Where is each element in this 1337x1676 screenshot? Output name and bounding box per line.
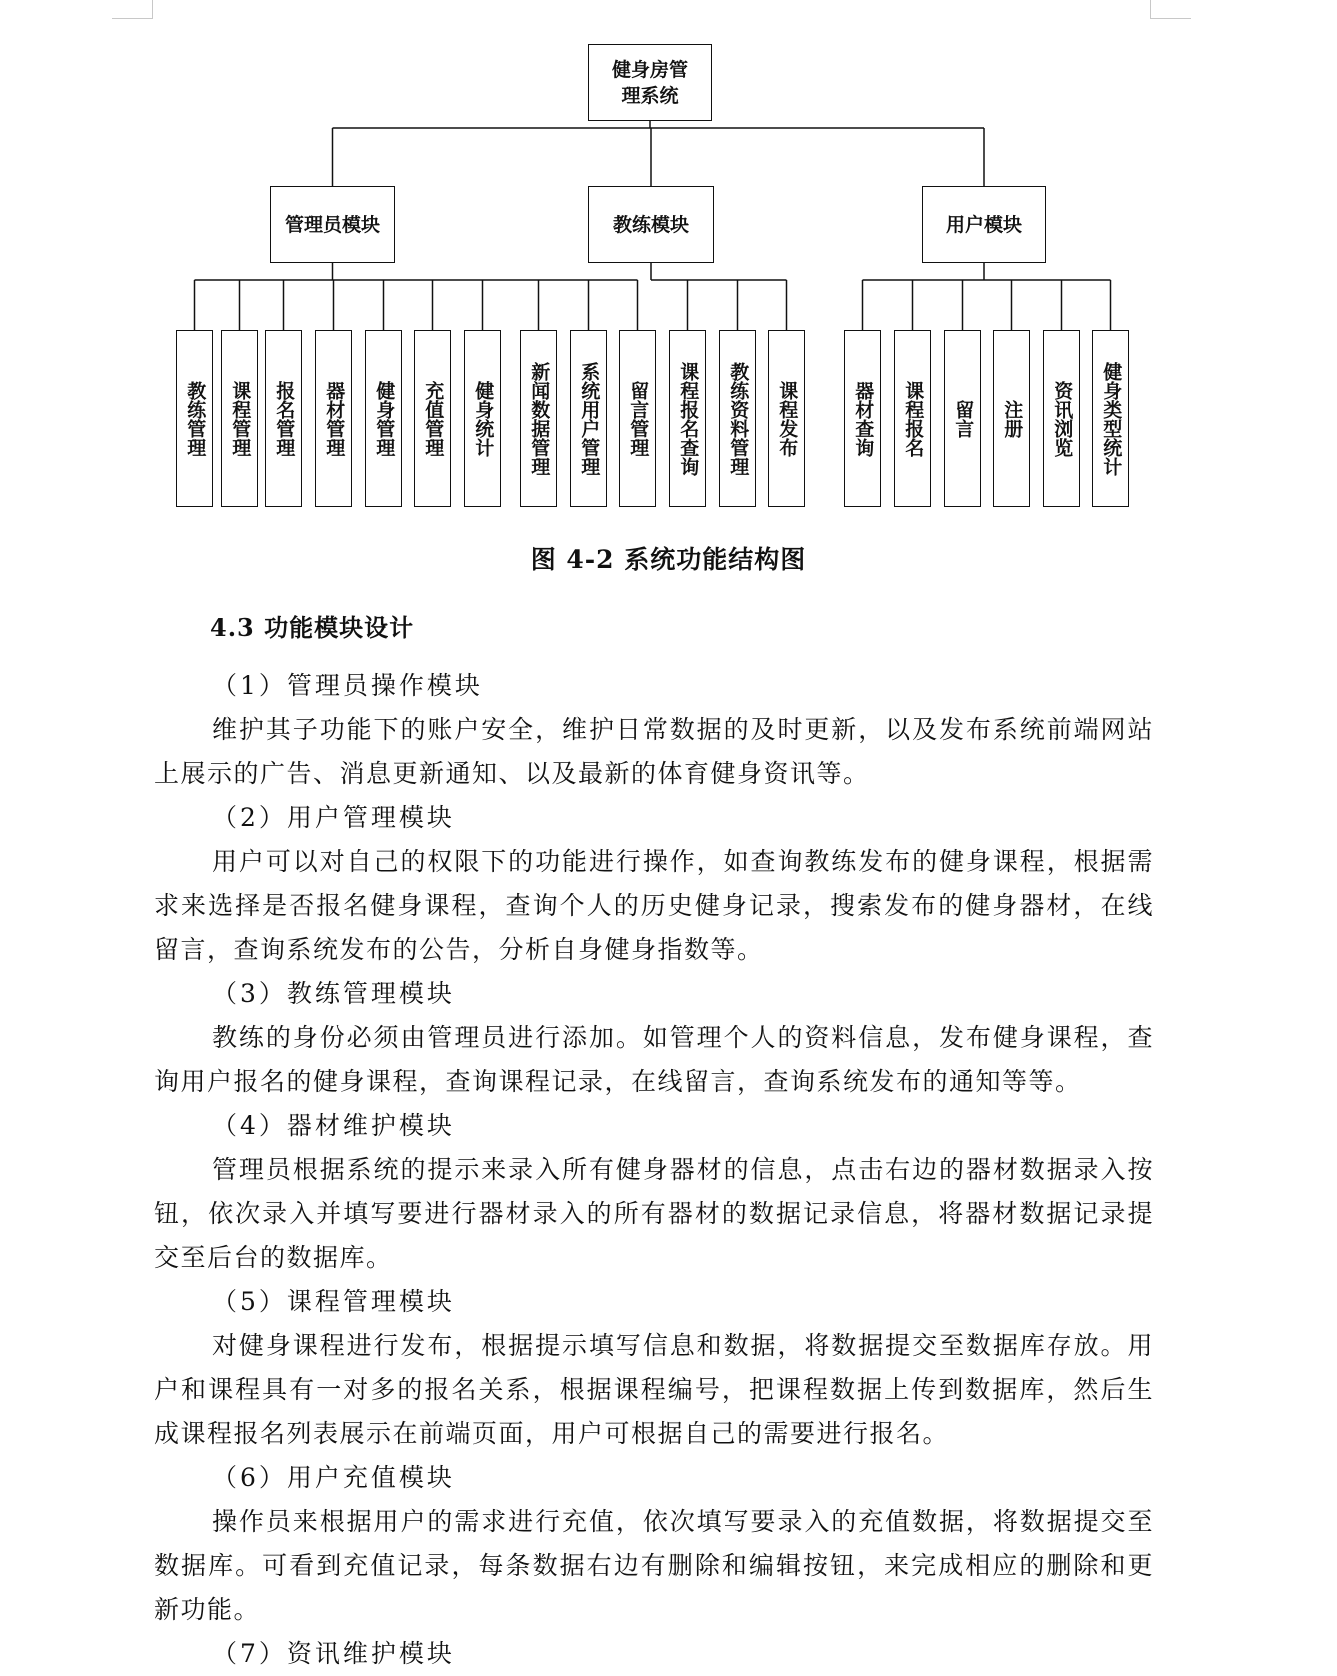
section-title: 4.3 功能模块设计 xyxy=(210,613,415,642)
leaf-node: 课程报名 xyxy=(894,330,931,507)
leaf-node: 课程报名查询 xyxy=(669,330,706,507)
item-heading: （5）课程管理模块 xyxy=(212,1287,455,1316)
module-item xyxy=(154,664,1154,796)
item-heading: （7）资讯维护模块 xyxy=(212,1639,455,1668)
leaf-node: 器材管理 xyxy=(315,330,352,507)
leaf-node: 课程发布 xyxy=(768,330,805,507)
leaf-node: 充值管理 xyxy=(414,330,451,507)
module-item xyxy=(154,796,1154,972)
figure-caption: 图 4-2 系统功能结构图 xyxy=(530,545,807,574)
module-item xyxy=(154,1280,1154,1456)
root-node: 健身房管理系统 xyxy=(588,44,712,121)
leaf-node: 健身管理 xyxy=(365,330,402,507)
leaf-node: 课程管理 xyxy=(221,330,258,507)
item-heading: （6）用户充值模块 xyxy=(212,1463,455,1492)
item-text: 管理员根据系统的提示来录入所有健身器材的信息，点击右边的器材数据录入按钮，依次录入并填写要进行器材录入的所有器材的数据记录信息，将器材数据记录提交至后台的数据库。 xyxy=(154,1155,1154,1272)
leaf-node: 留言管理 xyxy=(619,330,656,507)
leaf-node: 资讯浏览 xyxy=(1043,330,1080,507)
leaf-node: 健身统计 xyxy=(464,330,501,507)
item-heading: （4）器材维护模块 xyxy=(212,1111,455,1140)
module-item xyxy=(154,972,1154,1104)
leaf-node: 报名管理 xyxy=(265,330,302,507)
item-heading: （3）教练管理模块 xyxy=(212,979,455,1008)
leaf-node: 教练资料管理 xyxy=(719,330,756,507)
item-text: 对健身课程进行发布，根据提示填写信息和数据，将数据提交至数据库存放。用户和课程具有一对多的报名关系，根据课程编号，把课程数据上传到数据库，然后生成课程报名列表展示在前端页面，用户可根据自己的需要进行报名。 xyxy=(154,1331,1154,1448)
leaf-node: 教练管理 xyxy=(176,330,213,507)
leaf-node: 健身类型统计 xyxy=(1092,330,1129,507)
leaf-node: 器材查询 xyxy=(844,330,881,507)
module-item xyxy=(154,1456,1154,1632)
item-heading: （1）管理员操作模块 xyxy=(212,671,483,700)
item-text: 操作员来根据用户的需求进行充值，依次填写要录入的充值数据，将数据提交至数据库。可看到充值记录，每条数据右边有删除和编辑按钮，来完成相应的删除和更新功能。 xyxy=(154,1507,1154,1624)
item-heading: （2）用户管理模块 xyxy=(212,803,455,832)
item-text: 用户可以对自己的权限下的功能进行操作，如查询教练发布的健身课程，根据需求来选择是否报名健身课程，查询个人的历史健身记录，搜索发布的健身器材，在线留言，查询系统发布的公告，分析自身健身指数等。 xyxy=(154,847,1154,964)
module-item xyxy=(154,1104,1154,1280)
module-node-user: 用户模块 xyxy=(922,186,1046,263)
item-text: 维护其子功能下的账户安全，维护日常数据的及时更新，以及发布系统前端网站上展示的广告、消息更新通知、以及最新的体育健身资讯等。 xyxy=(154,715,1154,788)
leaf-node: 新闻数据管理 xyxy=(520,330,557,507)
item-text: 教练的身份必须由管理员进行添加。如管理个人的资料信息，发布健身课程，查询用户报名的健身课程，查询课程记录，在线留言，查询系统发布的通知等等。 xyxy=(154,1023,1154,1096)
module-node-coach: 教练模块 xyxy=(588,186,714,263)
leaf-node: 留言 xyxy=(944,330,981,507)
module-node-admin: 管理员模块 xyxy=(270,186,395,263)
leaf-node: 注册 xyxy=(993,330,1030,507)
module-descriptions xyxy=(154,664,1154,1676)
module-item xyxy=(154,1632,1154,1676)
leaf-node: 系统用户管理 xyxy=(570,330,607,507)
